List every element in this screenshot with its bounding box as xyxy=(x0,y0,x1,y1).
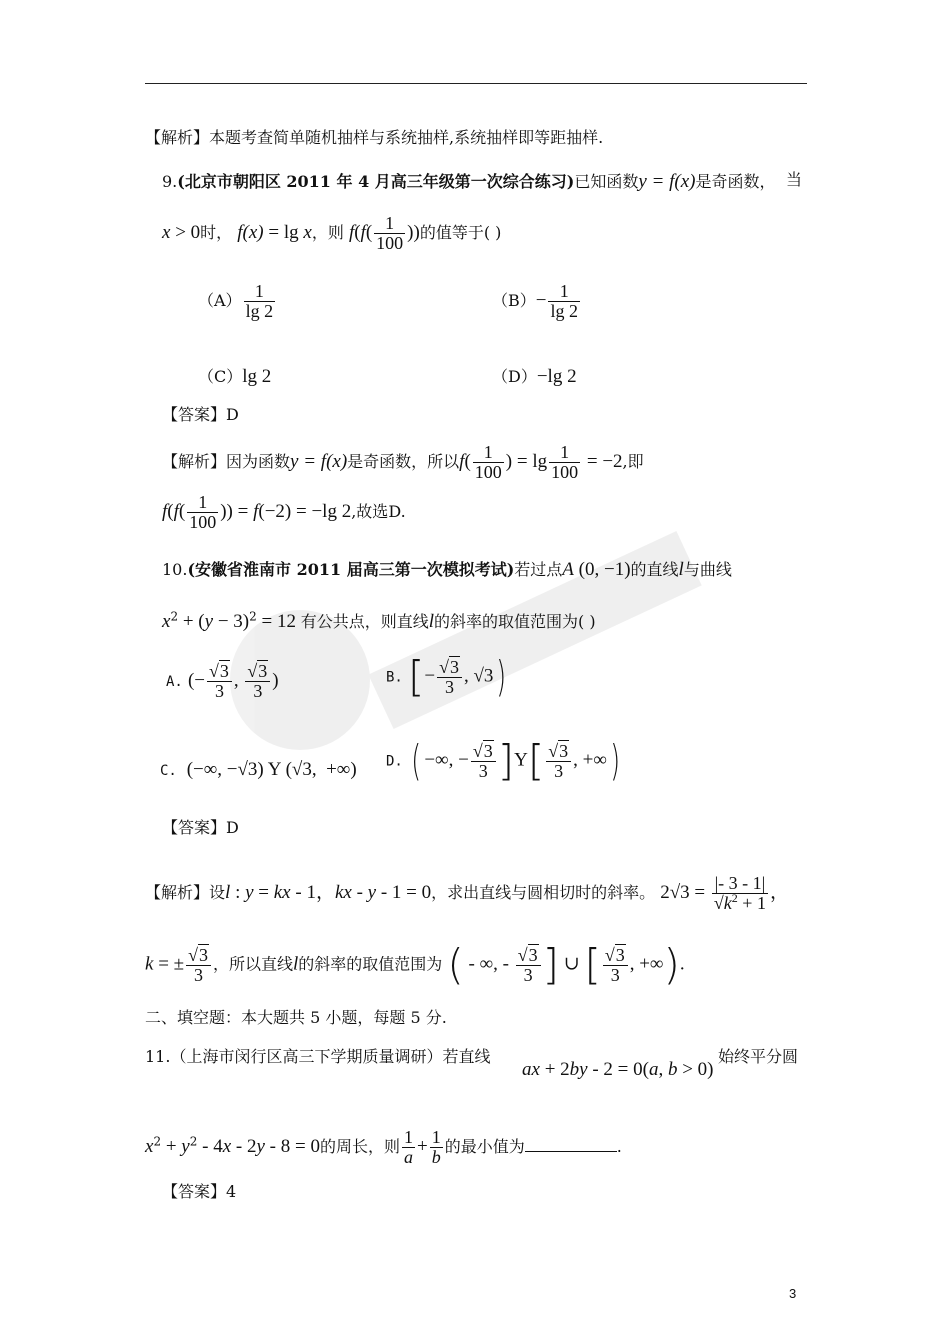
q9-text-4: 时， xyxy=(200,222,233,242)
section-heading xyxy=(145,1010,447,1026)
q9-option-d xyxy=(492,364,577,388)
option-label: D. xyxy=(386,753,403,770)
q9-text-3: 当 xyxy=(786,170,803,189)
q9-option-c xyxy=(198,364,271,388)
question-number: 11. xyxy=(145,1047,171,1066)
q9-analysis-line2: f(f( $\frac{1}{100}$ )) = f(−2) = −lg 2,故选D. xyxy=(162,492,406,532)
q11-text-2: 始终平分圆 xyxy=(718,1047,799,1066)
question-source: (安徽省淮南市 2011 届高三第一次模拟考试) xyxy=(187,560,515,579)
q10-text-3: 与曲线 xyxy=(683,560,732,579)
q10-analysis-text-4: 的斜率的取值范围为 xyxy=(298,954,443,974)
q10-text-1: 若过点 xyxy=(514,560,563,579)
q11-line1 xyxy=(145,1049,490,1065)
option-label: （B） xyxy=(492,290,536,310)
header-rule xyxy=(145,83,807,84)
answer-tag: 【答案】 xyxy=(162,1182,227,1201)
analysis-text: 本题考查简单随机抽样与系统抽样,系统抽样即等距抽样. xyxy=(209,128,604,147)
option-value: $\frac{1}{\lg 2}$ xyxy=(550,281,578,321)
question-number: 10. xyxy=(162,560,188,579)
q10-text-5: 的斜率的取值范围为 xyxy=(434,612,579,631)
q9-text-5: ，则 xyxy=(311,222,344,242)
q9-line2: x > 0时， f(x) = lg x，则 f(f( $\frac{1}{100}$ ))的值等于( ) xyxy=(162,213,502,253)
q10-text-2: 的直线 xyxy=(630,560,679,579)
q10-analysis-line1: 【解析】设l : y = kx - 1，kx - y - 1 = 0，求出直线与圆相切时的斜率。 2√3 = $\frac{|- 3 - 1|}{√k^2 + 1}$ ， xyxy=(145,873,789,913)
q9-def: f(x) xyxy=(237,221,264,243)
option-value: $\frac{1}{\lg 2}$ xyxy=(245,281,274,321)
option-label: B. xyxy=(386,669,403,686)
q11-answer xyxy=(162,1184,236,1200)
option-value: −lg 2 xyxy=(536,366,577,387)
question-source: （上海市闵行区高三下学期质量调研） xyxy=(170,1047,443,1066)
q9-text-6: 的值等于 xyxy=(419,222,484,242)
answer-tag: 【答案】 xyxy=(162,405,227,424)
option-label: （D） xyxy=(492,367,537,386)
q10-option-b: B. [− $\frac{√3}{3}$ , √3) xyxy=(386,652,507,701)
q9-function-expr: y = f(x) xyxy=(638,171,696,192)
option-value: lg 2 xyxy=(242,366,272,387)
q11-text-4: 的最小值为 xyxy=(444,1136,525,1156)
answer-value: D xyxy=(226,405,239,424)
q10-line1: 10.(安徽省淮南市 2011 届高三第一次模拟考试)若过点A (0, −1)的直线l与曲线 xyxy=(162,559,732,580)
q9-when xyxy=(786,172,802,188)
answer-value: 4 xyxy=(226,1182,237,1201)
section-title: 二、填空题：本大题共 5 小题，每题 5 分. xyxy=(145,1008,447,1027)
q10-analysis-line2: k = ± $\frac{√3}{3}$ ，所以直线l的斜率的取值范围为 ( - ∞, - $\frac{√3}{3}$ ] ∪ [ $\frac{√3}{3}$ , +∞). xyxy=(145,940,685,989)
q10-analysis-text-1: 设 xyxy=(209,882,226,902)
q9-line1 xyxy=(162,172,776,191)
option-label: A. xyxy=(166,673,183,690)
q10-option-d: D. ( −∞, − $\frac{√3}{3}$ ]Y[ $\frac{√3}{3}$ , +∞) xyxy=(386,736,621,785)
answer-tag: 【答案】 xyxy=(162,818,227,837)
q9-answer xyxy=(162,407,239,423)
option-label: （A） xyxy=(198,290,242,310)
question-number: 9. xyxy=(162,172,178,191)
q9-paren: ( ) xyxy=(483,222,502,242)
option-label: （C） xyxy=(198,367,243,386)
q9-analysis-text-2: 是奇函数，所以 xyxy=(347,451,460,471)
q9-analysis-line1: 【解析】因为函数y = f(x)是奇函数，所以f( $\frac{1}{100}$ ) = lg $\frac{1}{100}$ = −2,即 xyxy=(162,442,644,482)
q9-option-a xyxy=(198,282,277,321)
q11-line-eq: ax + 2by - 2 = 0(a, b > 0) xyxy=(522,1059,714,1080)
q9-fraction: $\frac{1}{100}$ xyxy=(376,213,404,253)
q10-option-c: C. (−∞, −√3) Y (√3, +∞) xyxy=(160,759,357,780)
analysis-prev xyxy=(145,130,603,146)
analysis-tag: 【解析】 xyxy=(145,128,210,147)
page-number: 3 xyxy=(789,1286,797,1301)
q10-answer xyxy=(162,820,239,836)
question-source: (北京市朝阳区 2011 年 4 月高三年级第一次综合练习) xyxy=(177,172,575,191)
q9-analysis-text-1: 因为函数 xyxy=(226,451,291,471)
q9-option-b xyxy=(492,282,582,321)
q11-line2: $x^2 + y^2 - 4x - 2y - 8 = 0$的周长，则 $\frac{1}{a}$ + $\frac{1}{b}$ 的最小值为 . xyxy=(145,1127,622,1167)
option-sign: − xyxy=(535,289,547,311)
q9-text-1: 已知函数 xyxy=(574,172,639,191)
q11-line1-end xyxy=(718,1049,798,1065)
q10-option-a: A. (− $\frac{√3}{3}$ , $\frac{√3}{3}$ ) xyxy=(166,661,279,701)
q9-text-2: 是奇函数， xyxy=(695,172,776,191)
q11-text-1: 若直线 xyxy=(442,1047,491,1066)
option-label: C. xyxy=(160,763,177,779)
q9-condition: x xyxy=(162,221,171,243)
q9-analysis-text-4: ,故选 xyxy=(351,501,389,521)
q10-analysis-text-3: ，所以直线 xyxy=(212,954,293,974)
q10-paren: ( ) xyxy=(578,612,596,631)
q10-text-4: 有公共点，则直线 xyxy=(300,612,429,631)
analysis-tag: 【解析】 xyxy=(162,451,227,471)
q9-analysis-text-3: ,即 xyxy=(622,451,644,471)
analysis-tag: 【解析】 xyxy=(145,882,210,902)
answer-value: D xyxy=(226,818,239,837)
q10-line2: $x^2 + (y - 3)^2 = 12$ 有公共点，则直线l的斜率的取值范围为( ) xyxy=(162,609,596,632)
q11-text-3: 的周长，则 xyxy=(319,1136,400,1156)
q10-analysis-text-2: ，求出直线与圆相切时的斜率。 xyxy=(431,882,656,902)
answer-blank xyxy=(525,1137,617,1152)
q9-analysis-text-5: D. xyxy=(388,501,406,521)
